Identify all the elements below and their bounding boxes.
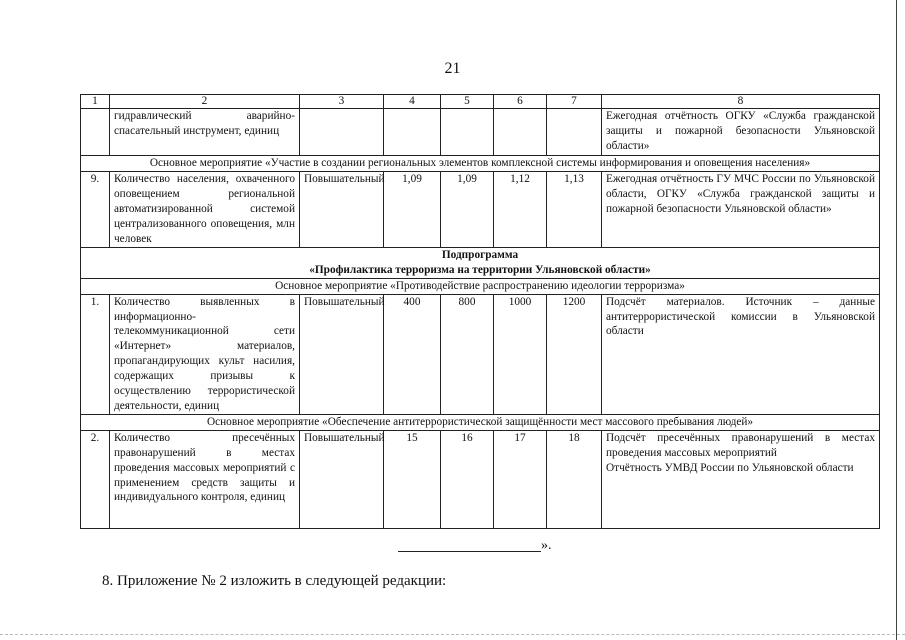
- column-header: 2: [110, 95, 300, 109]
- value-cell: 15: [384, 430, 441, 528]
- indicator-type-cell: Повышательный: [300, 294, 384, 414]
- value-cell: 1,09: [441, 171, 494, 247]
- indicator-name-cell: Количество пресечённых правонарушений в местах проведения массовых мероприятий с применением средств защиты и индивидуального контроля, единиц: [110, 430, 300, 528]
- table-row: [81, 109, 880, 156]
- section-heading: Основное мероприятие «Участие в создании региональных элементов комплексной системы информирования и оповещения населения»: [81, 156, 880, 172]
- row-number-cell: [81, 109, 110, 156]
- column-header: 4: [384, 95, 441, 109]
- column-header: 6: [494, 95, 547, 109]
- section-row: [81, 414, 880, 430]
- page-edge-right: [896, 0, 897, 640]
- column-header: 1: [81, 95, 110, 109]
- table-row: [81, 294, 880, 414]
- page-number: 21: [444, 60, 461, 77]
- value-cell: 1,13: [547, 171, 602, 247]
- table-row: [81, 171, 880, 247]
- value-cell: [441, 109, 494, 156]
- value-cell: 800: [441, 294, 494, 414]
- amendment-paragraph: 8. Приложение № 2 изложить в следующей редакции:: [102, 573, 447, 589]
- row-number-cell: 2.: [81, 430, 110, 528]
- value-cell: 400: [384, 294, 441, 414]
- row-number-cell: 9.: [81, 171, 110, 247]
- value-cell: [384, 109, 441, 156]
- value-cell: [494, 109, 547, 156]
- subprogram-label: Подпрограмма: [441, 248, 519, 261]
- value-cell: 16: [441, 430, 494, 528]
- source-cell: Подсчёт материалов. Источник – данные антитеррористической комиссии в Ульяновской области: [602, 294, 880, 414]
- source-cell: Ежегодная отчётность ГУ МЧС России по Ульяновской области, ОГКУ «Служба гражданской защиты и пожарной безопасности Ульяновской области»: [602, 171, 880, 247]
- value-cell: 1200: [547, 294, 602, 414]
- table-row: [81, 430, 880, 528]
- source-line: Отчётность УМВД России по Ульяновской области: [606, 461, 854, 474]
- column-header: 7: [547, 95, 602, 109]
- closing-underline: [398, 551, 541, 552]
- indicator-type-cell: [300, 109, 384, 156]
- source-line: Подсчёт пресечённых правонарушений в местах проведения массовых мероприятий: [606, 431, 875, 459]
- source-cell: [602, 430, 880, 528]
- subprogram-title: «Профилактика терроризма на территории Ульяновской области»: [309, 263, 651, 276]
- value-cell: 17: [494, 430, 547, 528]
- indicators-table: [80, 94, 880, 529]
- value-cell: [547, 109, 602, 156]
- indicator-name-cell: Количество выявленных в информационно-телекоммуникационной сети «Интернет» материалов, пропагандирующих культ насилия, содержащих призывы к осуществлению террористической деятельности, единиц: [110, 294, 300, 414]
- column-header: 3: [300, 95, 384, 109]
- value-cell: 1,09: [384, 171, 441, 247]
- value-cell: 18: [547, 430, 602, 528]
- source-cell: Ежегодная отчётность ОГКУ «Служба гражданской защиты и пожарной безопасности Ульяновской области»: [602, 109, 880, 156]
- table-header-row: [81, 95, 880, 109]
- value-cell: 1,12: [494, 171, 547, 247]
- section-heading: Основное мероприятие «Противодействие распространению идеологии терроризма»: [81, 278, 880, 294]
- page-edge-bottom: [0, 634, 905, 635]
- closing-quote: ».: [541, 538, 552, 553]
- subprogram-heading: [81, 247, 880, 278]
- section-row: [81, 278, 880, 294]
- indicator-type-cell: Повышательный: [300, 171, 384, 247]
- indicator-name-cell: гидравлический аварийно-спасательный инструмент, единиц: [110, 109, 300, 156]
- value-cell: 1000: [494, 294, 547, 414]
- row-number-cell: 1.: [81, 294, 110, 414]
- subprogram-row: [81, 247, 880, 278]
- column-header: 5: [441, 95, 494, 109]
- section-row: [81, 156, 880, 172]
- column-header: 8: [602, 95, 880, 109]
- indicator-type-cell: Повышательный: [300, 430, 384, 528]
- indicator-name-cell: Количество населения, охваченного оповещением региональной автоматизированной системой централизованного оповещения, млн человек: [110, 171, 300, 247]
- section-heading: Основное мероприятие «Обеспечение антитеррористической защищённости мест массового пребывания людей»: [81, 414, 880, 430]
